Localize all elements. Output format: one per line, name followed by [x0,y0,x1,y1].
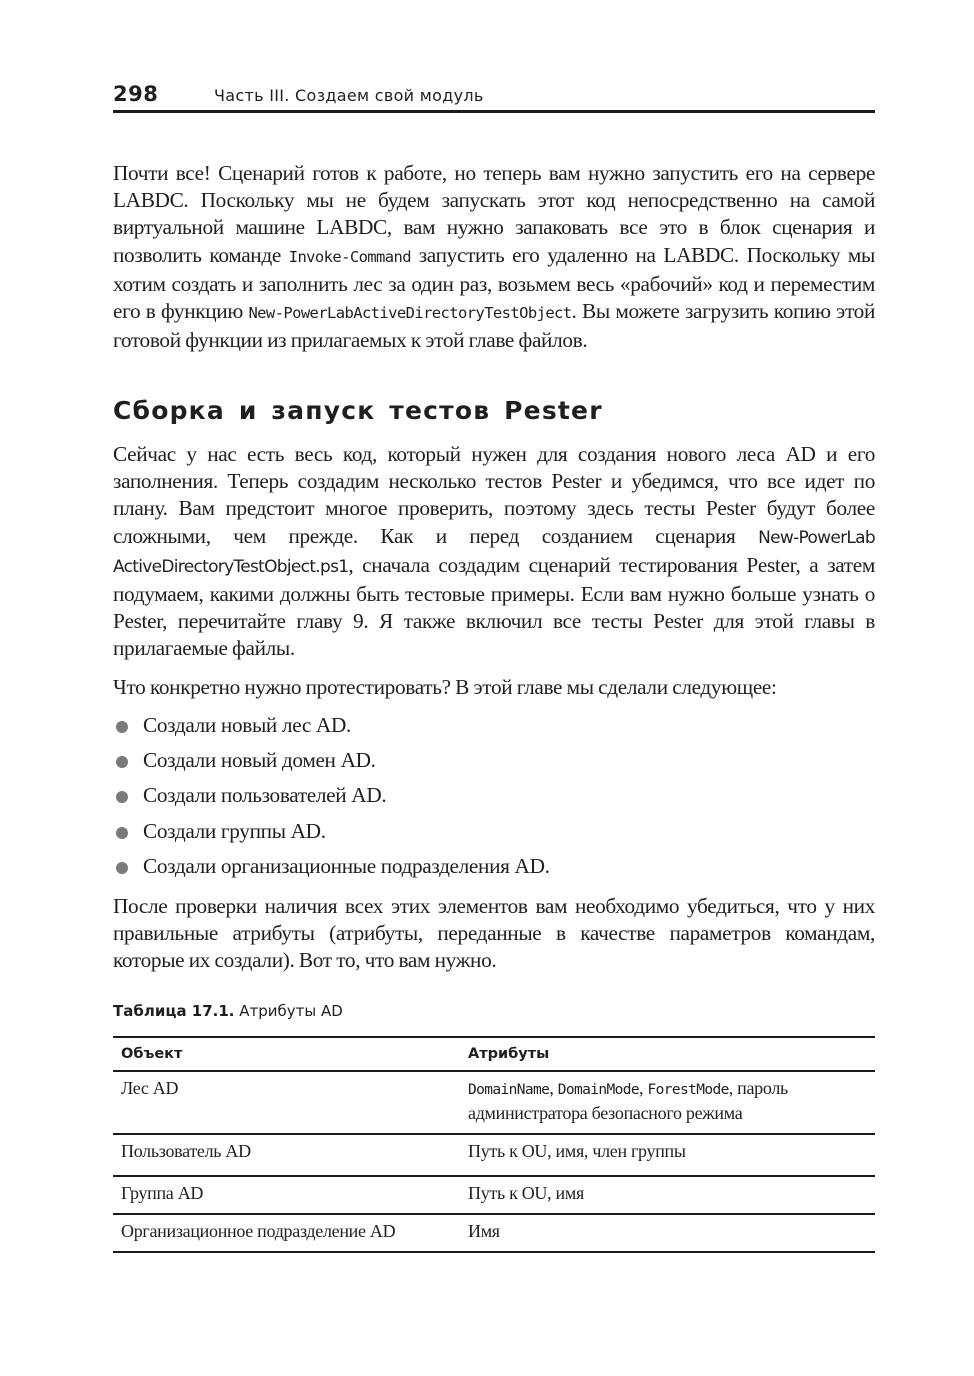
cell-object: Организационное подразделение AD [113,1214,468,1252]
page-number: 298 [113,82,159,106]
table-row [113,1214,875,1252]
inline-code-function-name: New-PowerLabActiveDirectoryTestObject [248,304,572,323]
text-run: , [549,1078,558,1098]
section-paragraph-2: Что конкретно нужно протестировать? В этой главе мы сделали следующее: [113,675,777,699]
inline-code: DomainName [468,1082,550,1098]
inline-code: DomainMode [557,1082,640,1098]
list-item-text: Создали новый лес AD. [143,713,351,737]
cell-object: Лес AD [113,1071,468,1134]
inline-code-invoke-command: Invoke-Command [288,247,411,266]
list-item [113,747,875,782]
list-item [113,853,875,888]
list-item-text: Создали группы AD. [143,818,326,843]
table-caption-text: Атрибуты AD [234,1002,343,1020]
table-caption [113,1002,343,1020]
cell-attributes: Путь к OU, имя [468,1176,875,1214]
list-item-text: Создали организационные подразделения AD. [143,853,550,878]
text-run: Почти все! Сценарий готов к работе, но теперь вам нужно запустить его на сервере LABDC. Поскольку мы не будем запускать этот код непосредственно на самой виртуальной машине LABDC, вам нужно запаковать все это в блок сценария и позволить команде [113,161,875,267]
text-run: Сейчас у нас есть весь код, который нужен для создания нового леса AD и его заполнения. Теперь создадим несколько тестов Pester и убедимся, что все идет по плану. Вам предстоит многое проверить, поэтому здесь тесты Pester будут более сложными, чем прежде. Как и перед созданием сценария [113,442,875,548]
table-header-row [113,1037,875,1071]
bullet-icon [116,756,128,768]
text-run: запустить его удаленно на LABDC. Поскольку мы хотим создать и заполнить лес за один раз, возьмем весь «рабочий» код и переместим его в функцию [113,242,875,324]
table-row [113,1134,875,1176]
cell-attributes [468,1071,875,1134]
list-item [113,818,875,853]
cell-object: Группа AD [113,1176,468,1214]
table-caption-label: Таблица 17.1. [113,1002,235,1020]
list-item [113,712,875,747]
cell-object: Пользователь AD [113,1134,468,1176]
cell-attributes: Имя [468,1214,875,1252]
bullet-icon [116,827,128,839]
list-item [113,782,875,817]
text-run: , [639,1078,648,1098]
table-row [113,1176,875,1214]
list-item-text: Создали пользователей AD. [143,783,387,808]
intro-paragraph [113,160,875,354]
inline-filename: New-PowerLab ActiveDirectoryTestObject.ps1 [113,527,875,577]
inline-code: ForestMode [647,1082,729,1098]
bullet-icon [116,791,128,803]
text-run: . Вы можете загрузить копию этой готовой функции из прилагаемых к этой главе файлов. [113,299,875,353]
column-header-object: Объект [113,1037,468,1071]
bullet-icon [116,862,128,874]
section-paragraph-1 [113,441,875,663]
bullet-list [113,712,875,888]
list-item-text: Создали новый домен AD. [143,748,376,773]
running-header [113,80,875,110]
ad-attributes-table [113,1036,875,1253]
text-run: , пароль администратора безопасного режима [468,1078,788,1123]
section-heading: Сборка и запуск тестов Pester [113,396,603,425]
column-header-attributes: Атрибуты [468,1037,875,1071]
header-rule [113,110,875,113]
section-paragraph-3: После проверки наличия всех этих элементов вам необходимо убедиться, что у них правильные атрибуты (атрибуты, переданные в качестве параметров командам, которые их создали). Вот то, что вам нужно. [113,894,875,973]
table-row [113,1071,875,1134]
cell-attributes: Путь к OU, имя, член группы [468,1134,875,1176]
chapter-title: Часть III. Создаем свой модуль [214,86,484,105]
bullet-icon [116,721,128,733]
text-run: , сначала создадим сценарий тестирования Pester, а затем подумаем, какими должны быть тестовые примеры. Если вам нужно больше узнать о Pester, перечитайте главу 9. Я также включил все тесты Pester для этой главы в прилагаемые файлы. [113,552,875,661]
